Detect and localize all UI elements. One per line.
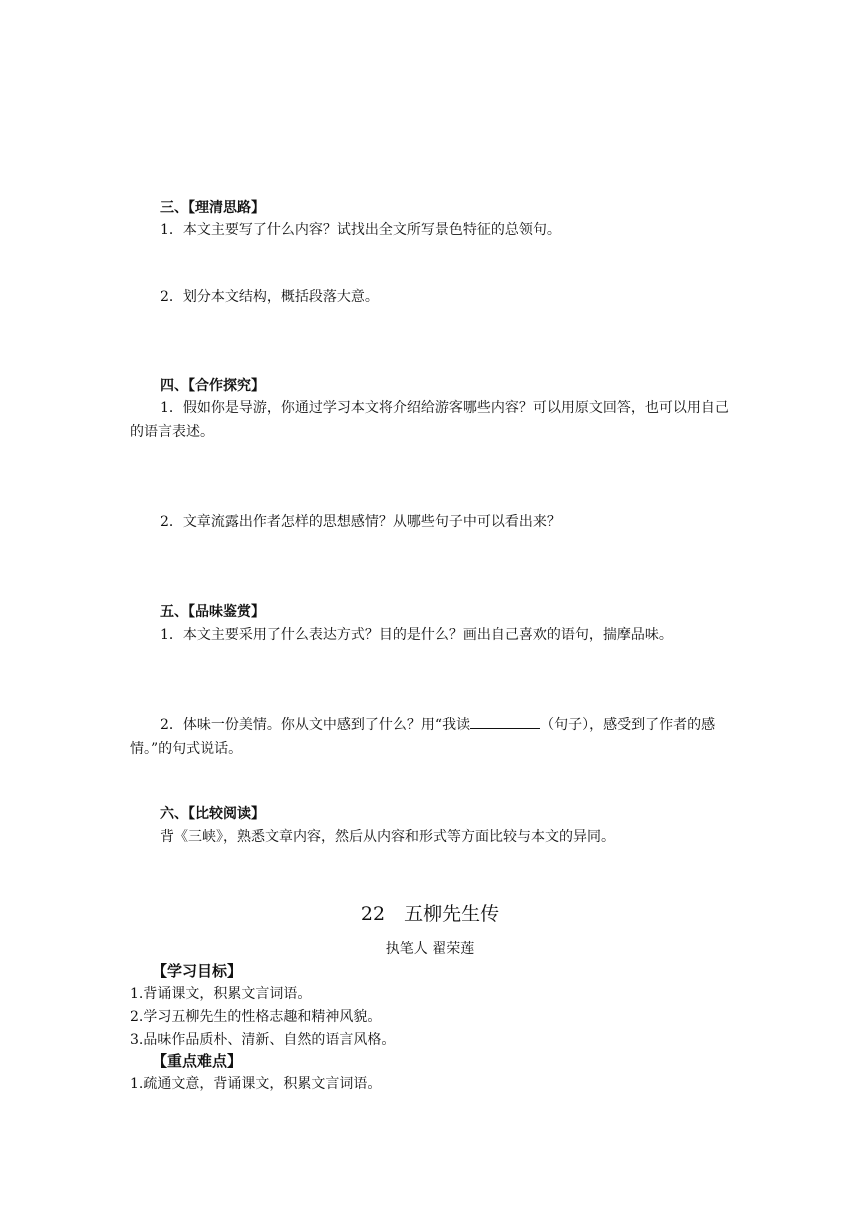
section-5-question-2-start: 2．体味一份美情。你从文中感到了什么？用“我读 [160,717,471,733]
section-3-question-2: 2．划分本文结构，概括段落大意。 [160,289,379,305]
answer-blank [470,716,540,729]
section-6-heading: 六、【比较阅读】 [160,806,265,822]
section-3-heading: 三、【理清思路】 [160,200,265,216]
goal-item: 2.学习五柳先生的性格志趣和精神风貌。 [130,1009,382,1025]
lesson-author: 执笔人 翟荣莲 [385,941,475,957]
section-4-heading: 四、【合作探究】 [160,378,265,394]
section-4-question-1: 1．假如你是导游，你通过学习本文将介绍给游客哪些内容？可以用原文回答，也可以用自己的语言表述。 [130,400,729,440]
key-points-heading: 【重点难点】 [152,1052,243,1070]
section-5-question-2-end: （句子），感受到了作者的感情。”的句式说话。 [130,717,716,757]
section-5-heading: 五、【品味鉴赏】 [160,604,265,620]
lesson-title: 22 五柳先生传 [360,903,500,925]
section-5-question-2 [130,713,730,761]
goal-item: 3.品味作品质朴、清新、自然的语言风格。 [130,1032,396,1048]
goals-heading: 【学习目标】 [152,962,243,980]
section-5-question-1: 1．本文主要采用了什么表达方式？目的是什么？画出自己喜欢的语句，揣摩品味。 [160,627,673,643]
goal-item: 1.背诵课文，积累文言词语。 [130,986,312,1002]
section-3-question-1: 1．本文主要写了什么内容？试找出全文所写景色特征的总领句。 [160,222,561,238]
section-6-text: 背《三峡》，熟悉文章内容，然后从内容和形式等方面比较与本文的异同。 [160,829,615,845]
section-4-question-2: 2．文章流露出作者怎样的思想感情？从哪些句子中可以看出来？ [160,514,561,530]
key-point-item: 1.疏通文意，背诵课文，积累文言词语。 [130,1076,382,1092]
